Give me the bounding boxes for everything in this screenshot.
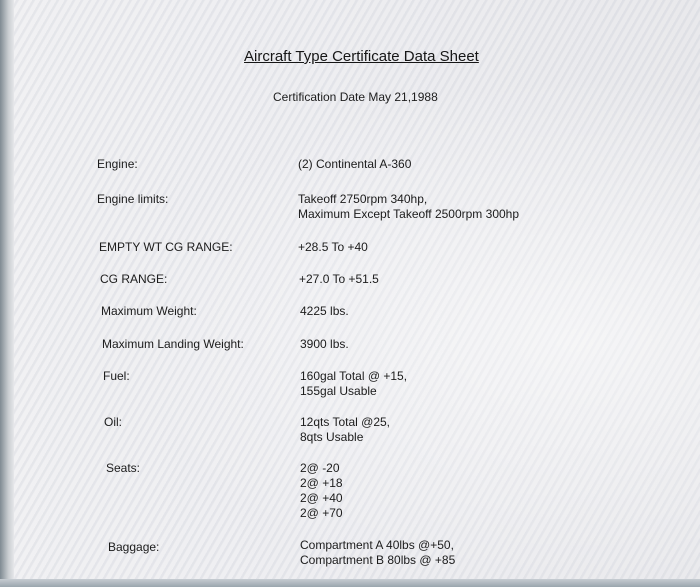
- page-left-edge: [0, 0, 14, 587]
- maximum-weight-value: 4225 lbs.: [300, 304, 349, 318]
- engine-limits-label: Engine limits:: [97, 192, 169, 206]
- seats-label: Seats:: [106, 461, 141, 475]
- page-bottom-edge: [0, 579, 700, 587]
- engine-value: (2) Continental A-360: [298, 157, 412, 171]
- fuel-label: Fuel:: [103, 369, 130, 383]
- certification-date: Certification Date May 21,1988: [273, 90, 438, 104]
- empty-wt-cg-range-label: EMPTY WT CG RANGE:: [99, 240, 233, 254]
- document-title: Aircraft Type Certificate Data Sheet: [244, 48, 479, 65]
- oil-value: 12qts Total @25, 8qts Usable: [300, 415, 391, 444]
- oil-label: Oil:: [104, 415, 122, 429]
- cg-range-value: +27.0 To +51.5: [299, 272, 379, 286]
- fuel-value: 160gal Total @ +15, 155gal Usable: [300, 369, 408, 398]
- cg-range-label: CG RANGE:: [100, 272, 168, 286]
- maximum-landing-weight-label: Maximum Landing Weight:: [102, 337, 244, 351]
- baggage-value: Compartment A 40lbs @+50, Compartment B 80lbs @ +85: [300, 538, 456, 567]
- maximum-landing-weight-value: 3900 lbs.: [300, 337, 349, 351]
- engine-limits-value: Takeoff 2750rpm 340hp, Maximum Except Takeoff 2500rpm 300hp: [298, 192, 520, 221]
- maximum-weight-label: Maximum Weight:: [101, 304, 197, 318]
- engine-label: Engine:: [97, 157, 138, 171]
- seats-value: 2@ -20 2@ +18 2@ +40 2@ +70: [300, 461, 343, 520]
- baggage-label: Baggage:: [108, 540, 160, 554]
- empty-wt-cg-range-value: +28.5 To +40: [298, 240, 368, 254]
